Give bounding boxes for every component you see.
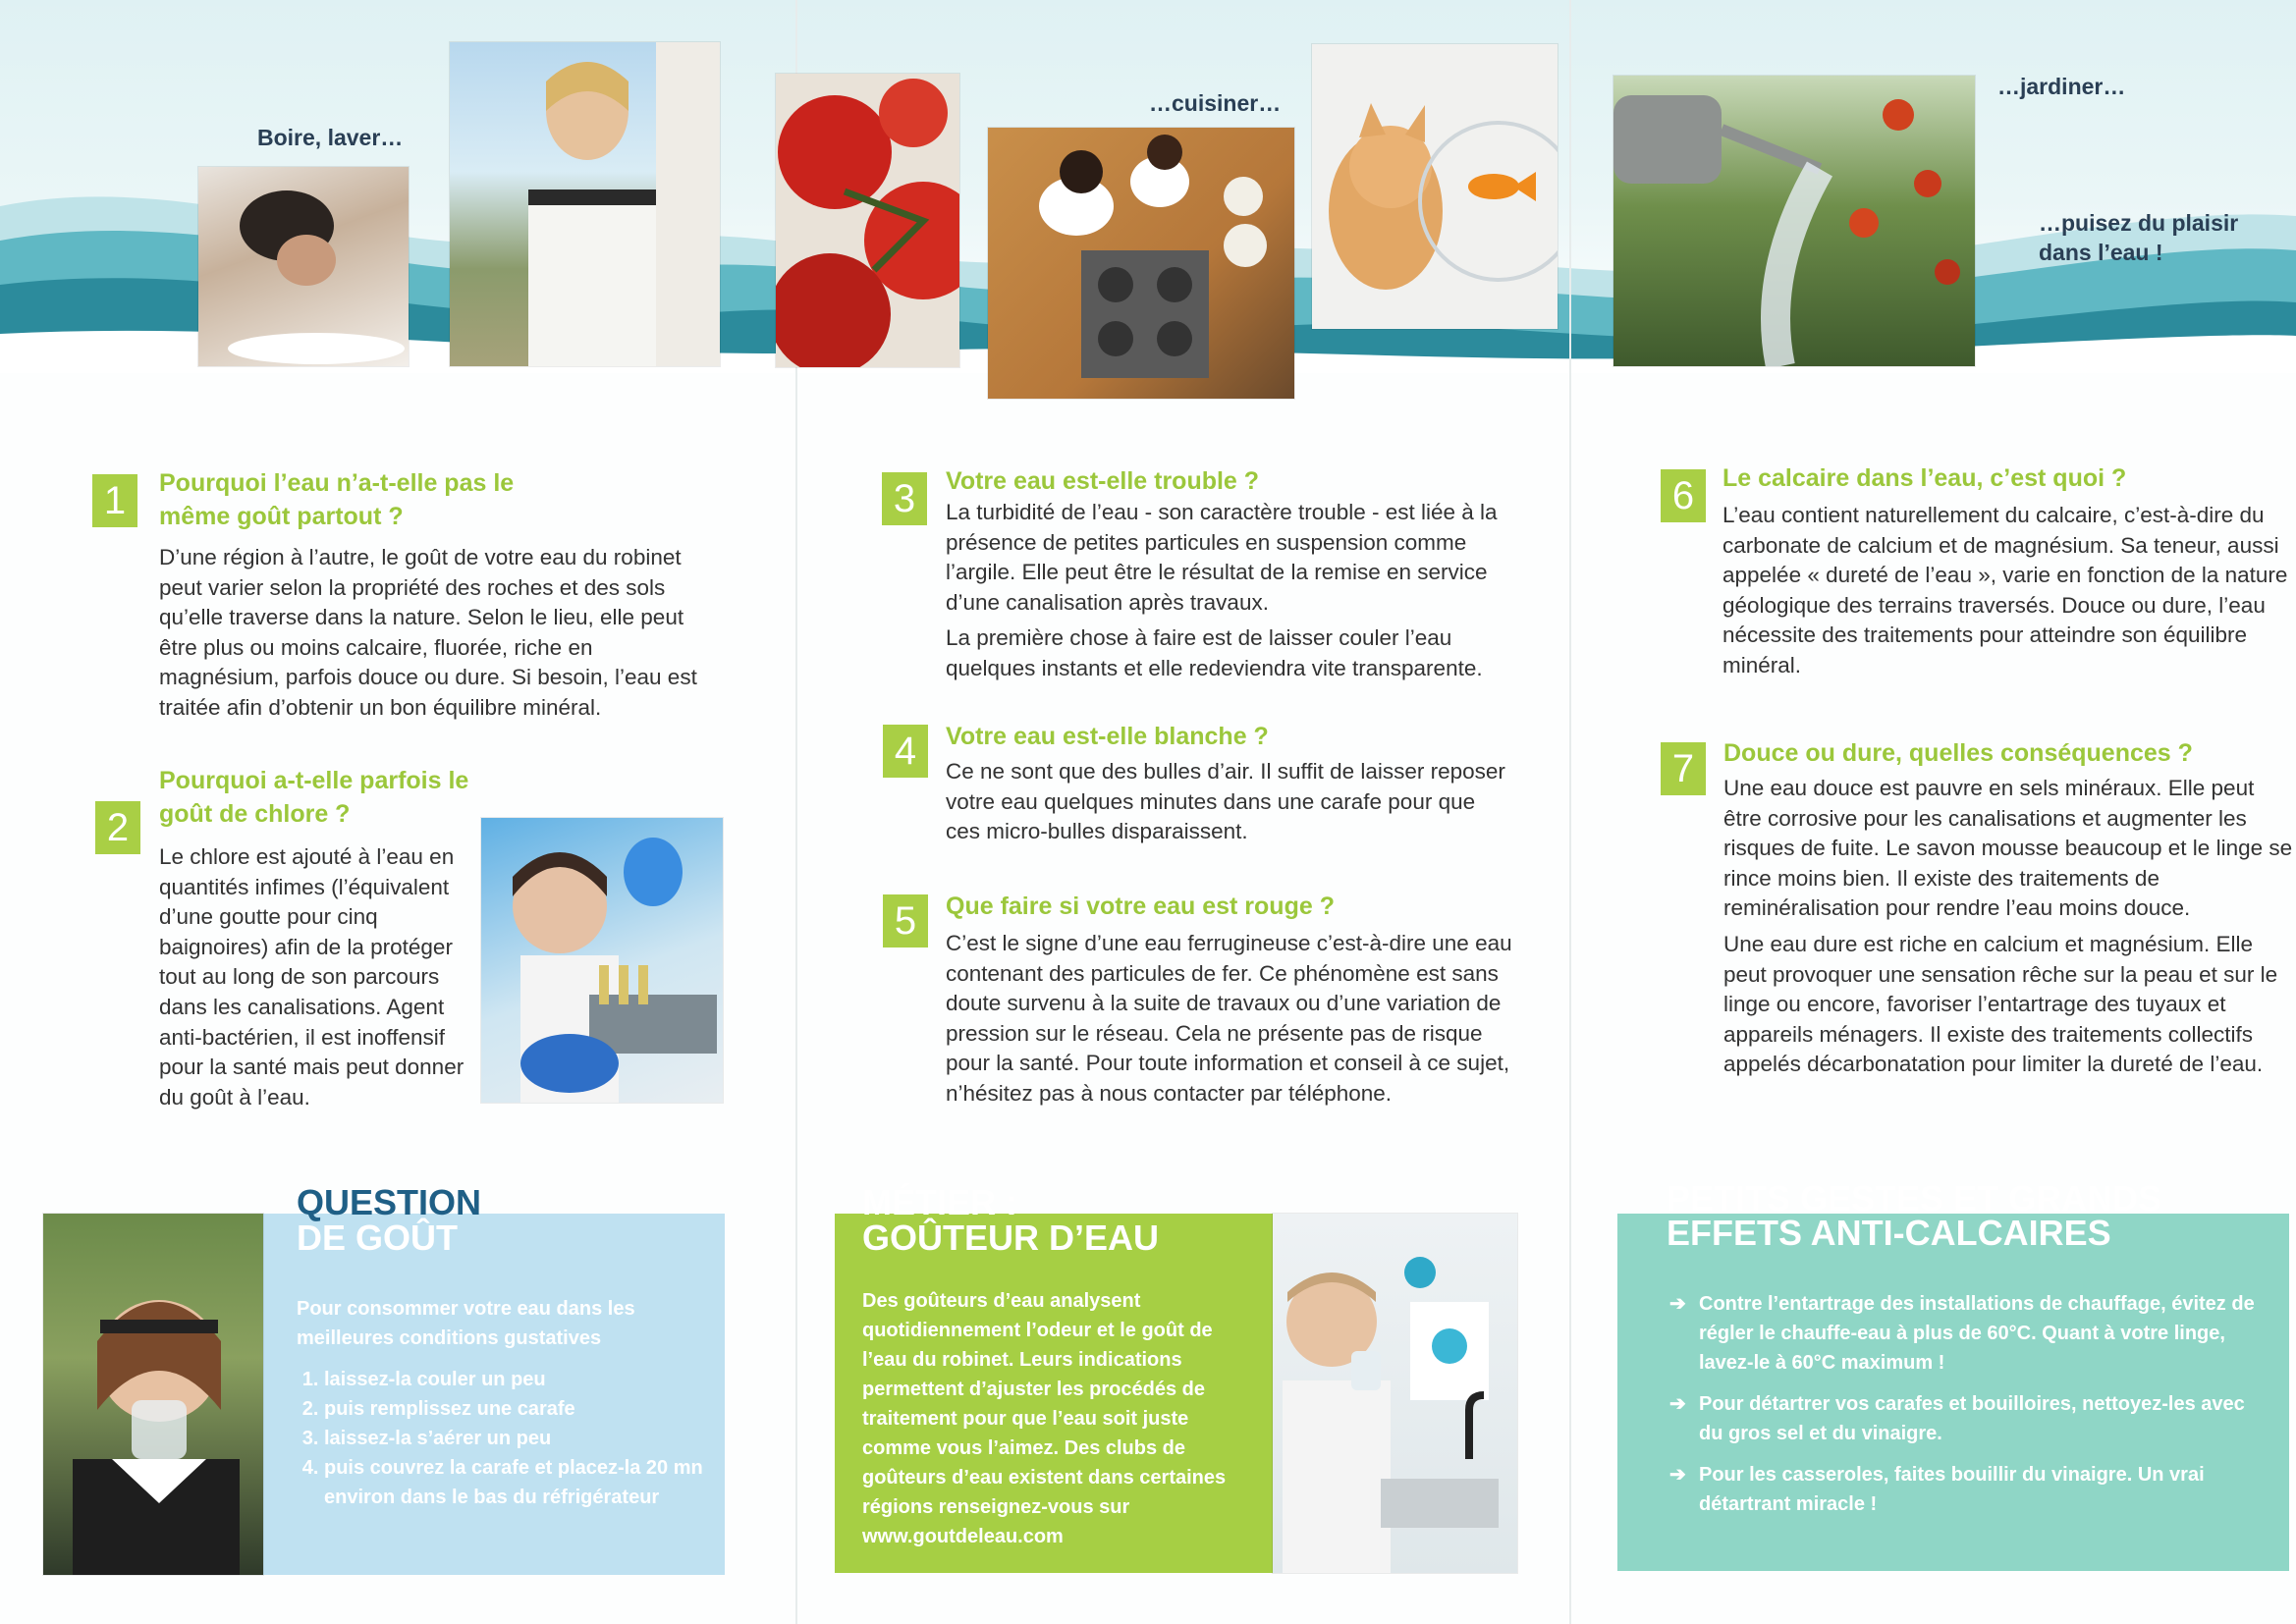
tip-item — [1669, 1460, 2259, 1519]
taste-box-title-1: QUESTION — [297, 1182, 482, 1222]
photo-watering-can-garden — [1613, 76, 1975, 366]
section-1-paragraph: D’une région à l’autre, le goût de votre eau du robinet peut varier selon la propriété des roches et des sols qu’elle traverse dans la nature. Selon le lieu, elle peut être plus ou moins calcaire, fluorée, riche en magnésium, parfois douce ou dure. Si besoin, l’eau est traitée afin d’obtenir un bon équilibre minéral. — [159, 545, 697, 720]
section-5-body — [946, 929, 1515, 1115]
section-1-number: 1 — [92, 474, 137, 527]
section-1-body — [159, 543, 717, 730]
section-7-question: Douce ou dure, quelles conséquences ? — [1723, 739, 2193, 767]
job-box-text: Des goûteurs d’eau analysent quotidiennement l’odeur et le goût de l’eau du robinet. Leurs indications permettent d’ajuster les procédés de traitement pour que l’eau soit juste comme vous l’aimez. Des clubs de goûteurs d’eau existent dans certaines régions renseignez-vous sur www.goutdeleau.com — [862, 1290, 1227, 1547]
photo-water-taster — [1273, 1214, 1517, 1573]
tip-text: Pour détartrer vos carafes et bouilloires, nettoyez-les avec du gros sel et du vinaigre. — [1699, 1393, 2245, 1444]
section-6-body — [1722, 501, 2292, 687]
tip-text: Contre l’entartrage des installations de chauffage, évitez de régler le chauffe-eau à plus de 60°C. Quant à votre linge, lavez-le à 60°C maximum ! — [1699, 1293, 2255, 1374]
section-6-paragraph: L’eau contient naturellement du calcaire, c’est-à-dire du carbonate de calcium et de magnésium. Sa teneur, aussi appelée « dureté de l’eau », varie en fonction de la nature géologique des terrains traversés. Douce ou dure, l’eau nécessite des traitements pour atteindre son équilibre minéral. — [1722, 503, 2288, 677]
section-7-body — [1723, 774, 2293, 1086]
arrow-icon: ➔ — [1669, 1293, 1686, 1315]
section-6-question: Le calcaire dans l’eau, c’est quoi ? — [1722, 464, 2127, 492]
taste-step: 1. laissez-la couler un peu — [324, 1365, 709, 1394]
arrow-icon: ➔ — [1669, 1393, 1686, 1415]
arrow-icon: ➔ — [1669, 1464, 1686, 1486]
taste-box-title-2: DE GOÛT — [297, 1218, 459, 1258]
taste-step: 3. laissez-la s’aérer un peu — [324, 1424, 709, 1453]
section-7-paragraph-2: Une eau dure est riche en calcium et magnésium. Elle peut provoquer une sensation rêche sur la peau et sur le linge ou encore, favoriser l’entartrage des tuyaux et appareils ménagers. Il existe des traitements collectifs appelés décarbonatation pour limiter la dureté de l’eau. — [1723, 931, 2278, 1077]
taste-steps-list — [297, 1365, 709, 1512]
photo-lab-technician — [481, 818, 723, 1103]
section-4-body — [946, 757, 1505, 853]
job-box-title-2: GOÛTEUR D’EAU — [862, 1218, 1160, 1258]
tip-item — [1669, 1289, 2259, 1378]
section-3-number: 3 — [882, 472, 927, 525]
section-3-paragraph-2: La première chose à faire est de laisser couler l’eau quelques instants et elle redeviendra vite transparente. — [946, 625, 1483, 680]
section-5-number: 5 — [883, 894, 928, 947]
section-4-question: Votre eau est-elle blanche ? — [946, 723, 1269, 750]
section-2-body — [159, 842, 475, 1118]
section-4-paragraph: Ce ne sont que des bulles d’air. Il suffit de laisser reposer votre eau quelques minutes dans une carafe pour que ces micro-bulles disparaissent. — [946, 759, 1505, 844]
panel-fold-right — [1569, 0, 1571, 1624]
caption-garden: …jardiner… — [1997, 74, 2126, 99]
section-3-paragraph-1: La turbidité de l’eau - son caractère trouble - est liée à la présence de petites particules en suspension comme l’argile. Elle peut être le résultat de la remise en service d’une canalisation après travaux. — [946, 500, 1498, 615]
photo-tomatoes — [776, 74, 959, 367]
photo-girl-drinking — [43, 1214, 263, 1575]
section-3-body — [946, 498, 1515, 690]
tips-box-title-2: EFFETS ANTI-CALCAIRES — [1667, 1213, 2111, 1253]
section-1-question: Pourquoi l’eau n’a-t-elle pas le même goût partout ? — [159, 469, 515, 530]
photo-face-washing — [198, 167, 409, 366]
photo-kitchen-cooking — [988, 128, 1294, 399]
tip-text: Pour les casseroles, faites bouillir du vinaigre. Un vrai détartrant miracle ! — [1699, 1464, 2205, 1515]
photo-kitten-goldfish — [1312, 44, 1558, 329]
section-3-question: Votre eau est-elle trouble ? — [946, 467, 1260, 495]
caption-cook: …cuisiner… — [1149, 90, 1282, 116]
taste-step: 2. puis remplissez une carafe — [324, 1394, 709, 1424]
section-6-number: 6 — [1661, 469, 1706, 522]
caption-drink-wash: Boire, laver… — [257, 125, 404, 150]
section-2-question: Pourquoi a-t-elle parfois le goût de chlore ? — [159, 767, 469, 828]
tip-item — [1669, 1389, 2259, 1448]
tips-list — [1669, 1289, 2259, 1519]
caption-pleasure: …puisez du plaisir dans l’eau ! — [2039, 210, 2239, 265]
taste-step: 4. puis couvrez la carafe et placez-la 20 mn environ dans le bas du réfrigérateur — [324, 1453, 709, 1512]
section-5-paragraph: C’est le signe d’une eau ferrugineuse c’est-à-dire une eau contenant des particules de fer. Ce phénomène est sans doute survenu à la suite de travaux ou d’une variation de pression sur le réseau. Cela ne présente pas de risque pour la santé. Pour toute information et conseil à ce sujet, n’hésitez pas à nous contacter par téléphone. — [946, 931, 1512, 1106]
section-5-question: Que faire si votre eau est rouge ? — [946, 893, 1335, 920]
photo-woman-towels — [450, 42, 720, 366]
job-box-title-1: MÉTIER : — [862, 1182, 1017, 1222]
section-7-number: 7 — [1661, 742, 1706, 795]
taste-box-intro: Pour consommer votre eau dans les meilleures conditions gustatives — [297, 1298, 635, 1349]
section-4-number: 4 — [883, 725, 928, 778]
section-2-paragraph: Le chlore est ajouté à l’eau en quantités infimes (l’équivalent d’une goutte pour cinq baignoires) afin de la protéger tout au long de son parcours dans les canalisations. Agent anti-bactérien, il est inoffensif pour la santé mais peut donner du goût à l’eau. — [159, 844, 465, 1110]
taste-box-text — [297, 1294, 709, 1512]
section-2-number: 2 — [95, 801, 140, 854]
tips-box-text — [1669, 1289, 2259, 1531]
section-7-paragraph-1: Une eau douce est pauvre en sels minéraux. Elle peut être corrosive pour les canalisations et augmenter les risques de fuite. Le savon mousse beaucoup et le linge se rince moins bien. Il existe des traitements de reminéralisation pour rendre l’eau moins douce. — [1723, 776, 2293, 921]
tips-box-title-1: PETITS GESTES ET GRANDS — [1667, 1178, 2162, 1218]
